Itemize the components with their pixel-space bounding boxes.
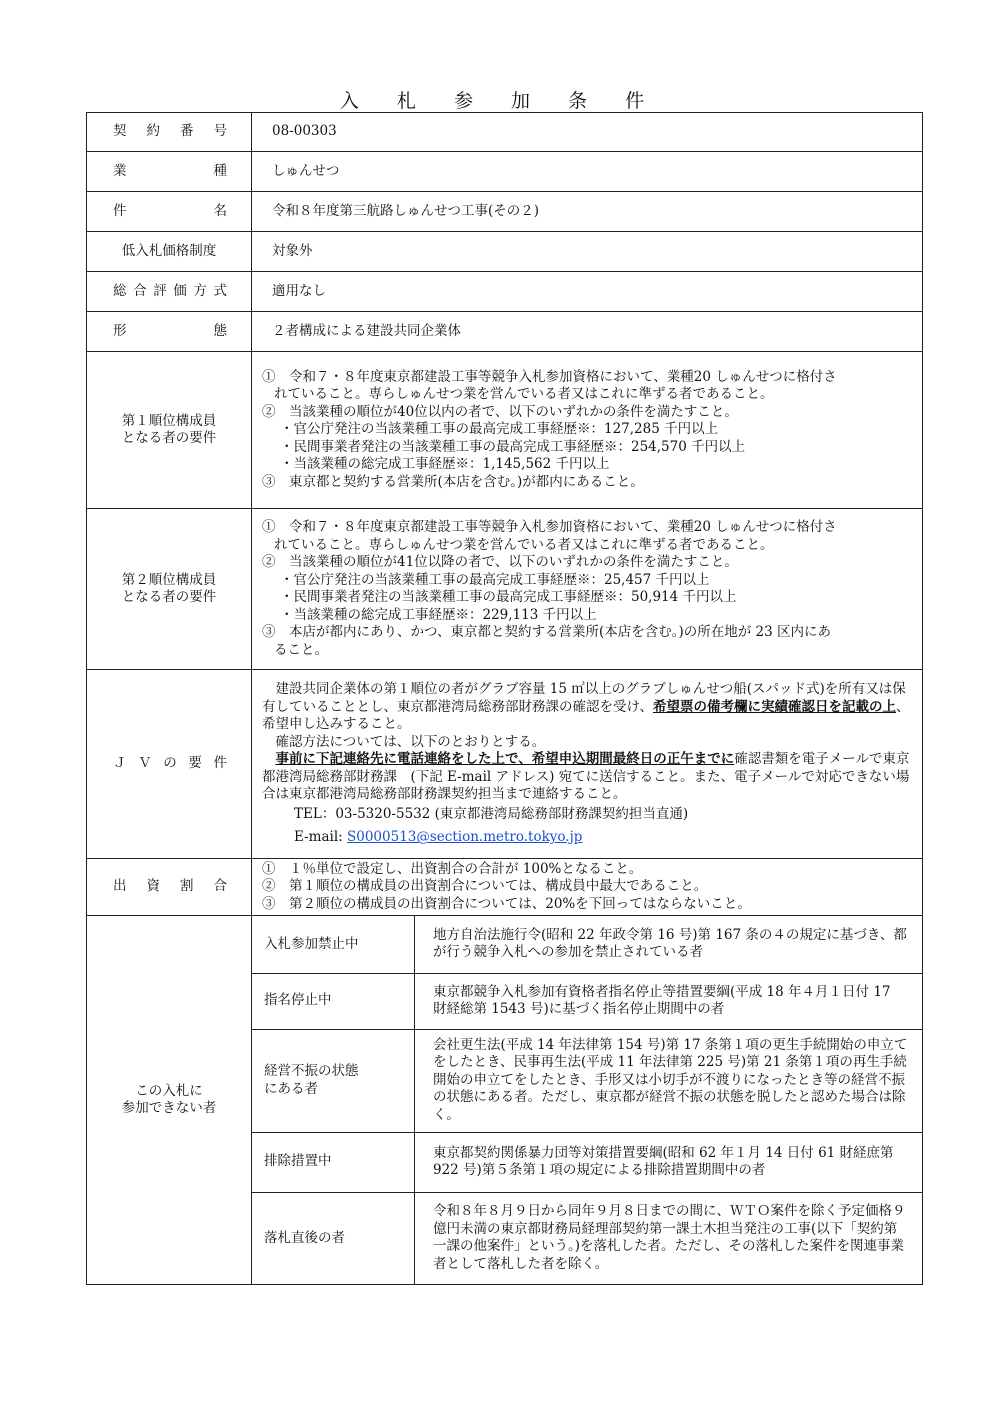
capital-line: ① １％単位で設定し、出資割合の合計が 100%となること。 xyxy=(262,860,643,877)
excluded-item xyxy=(252,1192,922,1284)
req-line: ③ 本店が都内にあり、かつ、東京都と契約する営業所(本店を含む。)の所在地が 23 区内にあ xyxy=(262,624,832,640)
req-line: ること。 xyxy=(274,641,328,658)
label-evaluation: 総 合 評 価 方 式 xyxy=(87,272,252,312)
req-line: ② 当該業種の順位が40位以内の者で、以下のいずれかの条件を満たすこと。 xyxy=(262,403,738,420)
label-second-member: 第２順位構成員 となる者の要件 xyxy=(87,509,252,670)
first-member-requirements xyxy=(252,352,923,509)
row-capital xyxy=(87,859,923,916)
row-excluded xyxy=(87,916,923,1285)
second-member-requirements xyxy=(252,509,923,670)
label-first-member: 第１順位構成員 となる者の要件 xyxy=(87,352,252,509)
label-form: 形 態 xyxy=(87,312,252,352)
subject-value: 令和８年度第三航路しゅんせつ工事(その２) xyxy=(252,192,923,232)
excluded-item-name: 指名停止中 xyxy=(252,973,415,1029)
excluded-item-desc: 会社更生法(平成 14 年法律第 154 号)第 17 条第１項の更生手続開始の申立てをしたとき、民事再生法(平成 11 年法律第 225 号)第 21 条第１項の再生手続開始の申立てをしたとき、手形又は小切手が不渡りになったとき等の経営不振の状態にある者。ただし、東京都が経営不振の状態を脱したと認めた場合は除く。 xyxy=(415,1029,923,1132)
conditions-table xyxy=(86,112,923,1285)
low-bid-value: 対象外 xyxy=(252,232,923,272)
email-link[interactable]: S0000513@section.metro.tokyo.jp xyxy=(347,829,583,846)
label-jv: Ｊ Ｖ の 要 件 xyxy=(87,670,252,859)
row-evaluation xyxy=(87,272,923,312)
evaluation-value: 適用なし xyxy=(252,272,923,312)
excluded-table xyxy=(252,916,922,1284)
req-line: れていること。専らしゅんせつ業を営んでいる者又はこれに準ずる者であること。 xyxy=(274,386,774,403)
category-value: しゅんせつ xyxy=(252,152,923,192)
excluded-item-name: 経営不振の状態 にある者 xyxy=(252,1029,415,1132)
row-form xyxy=(87,312,923,352)
excluded-item-name: 入札参加禁止中 xyxy=(252,916,415,973)
req-line: ・民間事業者発注の当該業種工事の最高完成工事経歴※：254,570 千円以上 xyxy=(280,438,746,455)
jv-paragraph-3: 事前に下記連絡先に電話連絡をした上で、希望申込期間最終日の正午までに確認書類を電子メールで東京都港湾局総務部財務課 (下記 E-mail アドレス) 宛てに送信すること。また、電子メールで対応できない場合は東京都港湾局総務部財務課契約担当まで連絡すること。 xyxy=(262,751,910,803)
label-excluded: この入札に 参加できない者 xyxy=(87,916,252,1285)
req-line: ① 令和７・８年度東京都建設工事等競争入札参加資格において、業種20 しゅんせつに格付さ xyxy=(262,519,837,535)
excluded-item xyxy=(252,916,922,973)
req-line: ・官公庁発注の当該業種工事の最高完成工事経歴※：127,285 千円以上 xyxy=(280,421,719,438)
req-line: ① 令和７・８年度東京都建設工事等競争入札参加資格において、業種20 しゅんせつに格付さ xyxy=(262,368,837,385)
excluded-item-name: 落札直後の者 xyxy=(252,1192,415,1284)
req-line: れていること。専らしゅんせつ業を営んでいる者又はこれに準ずる者であること。 xyxy=(274,536,774,553)
document-title: 入 札 参 加 条 件 xyxy=(339,90,661,112)
excluded-item-name: 排除措置中 xyxy=(252,1132,415,1192)
jv-paragraph-1: 建設共同企業体の第１順位の者がグラブ容量 15 ㎥以上のグラブしゅんせつ船(スパッド式)を所有又は保有していることとし、東京都港湾局総務部財務課の確認を受け、希望票の備考欄に実績確認日を記載の上、希望申し込みすること。 xyxy=(262,681,910,733)
label-capital: 出 資 割 合 xyxy=(87,859,252,916)
excluded-item xyxy=(252,1029,922,1132)
row-contract-no xyxy=(87,113,923,152)
row-subject xyxy=(87,192,923,232)
excluded-item xyxy=(252,973,922,1029)
excluded-item-desc: 令和８年８月９日から同年９月８日までの間に、ＷＴＯ案件を除く予定価格９億円未満の東京都財務局経理部契約第一課土木担当発注の工事(以下「契約第一課の他案件」という。)を落札した者。ただし、その落札した案件を関連事業者として落札した者を除く。 xyxy=(415,1192,923,1284)
jv-emphasis: 希望票の備考欄に実績確認日を記載の上 xyxy=(652,698,896,715)
excluded-item-desc: 地方自治法施行令(昭和 22 年政令第 16 号)第 167 条の４の規定に基づき、都が行う競争入札への参加を禁止されている者 xyxy=(415,916,923,973)
jv-tel: TEL：03-5320-5532 (東京都港湾局総務部財務課契約担当直通) xyxy=(294,805,689,822)
row-jv xyxy=(87,670,923,859)
capital-line: ③ 第２順位の構成員の出資割合については、20%を下回ってはならないこと。 xyxy=(262,895,751,912)
label-contract-no: 契 約 番 号 xyxy=(87,113,252,152)
excluded-item xyxy=(252,1132,922,1192)
req-line: ② 当該業種の順位が41位以降の者で、以下のいずれかの条件を満たすこと。 xyxy=(262,554,738,570)
req-line: ・民間事業者発注の当該業種工事の最高完成工事経歴※：50,914 千円以上 xyxy=(280,589,737,605)
excluded-item-desc: 東京都契約関係暴力団等対策措置要綱(昭和 62 年１月 14 日付 61 財経庶第 922 号)第５条第１項の規定による排除措置期間中の者 xyxy=(415,1132,923,1192)
req-line: ・官公庁発注の当該業種工事の最高完成工事経歴※：25,457 千円以上 xyxy=(280,571,710,588)
jv-paragraph-2: 確認方法については、以下のとおりとする。 xyxy=(275,733,546,750)
req-line: ・当該業種の総完成工事経歴※：1,145,562 千円以上 xyxy=(280,456,610,473)
req-line: ・当該業種の総完成工事経歴※：229,113 千円以上 xyxy=(280,606,597,623)
row-category xyxy=(87,152,923,192)
capital-ratio xyxy=(252,859,923,916)
jv-emphasis: 事前に下記連絡先に電話連絡をした上で、希望申込期間最終日の正午までに xyxy=(275,751,735,768)
row-second-member xyxy=(87,509,923,670)
jv-requirements xyxy=(252,670,923,859)
excluded-list xyxy=(252,916,923,1285)
contract-no-value: 08-00303 xyxy=(252,113,923,152)
req-line: ③ 東京都と契約する営業所(本店を含む。)が都内にあること。 xyxy=(262,473,644,490)
row-low-bid xyxy=(87,232,923,272)
capital-line: ② 第１順位の構成員の出資割合については、構成員中最大であること。 xyxy=(262,878,708,895)
form-value: ２者構成による建設共同企業体 xyxy=(252,312,923,352)
excluded-item-desc: 東京都競争入札参加有資格者指名停止等措置要綱(平成 18 年４月１日付 17 財経総第 1543 号)に基づく指名停止期間中の者 xyxy=(415,973,923,1029)
label-low-bid: 低入札価格制度 xyxy=(87,232,252,272)
label-subject: 件 名 xyxy=(87,192,252,232)
row-first-member xyxy=(87,352,923,509)
label-category: 業 種 xyxy=(87,152,252,192)
jv-email: E-mail: S0000513@section.metro.tokyo.jp xyxy=(294,829,583,846)
